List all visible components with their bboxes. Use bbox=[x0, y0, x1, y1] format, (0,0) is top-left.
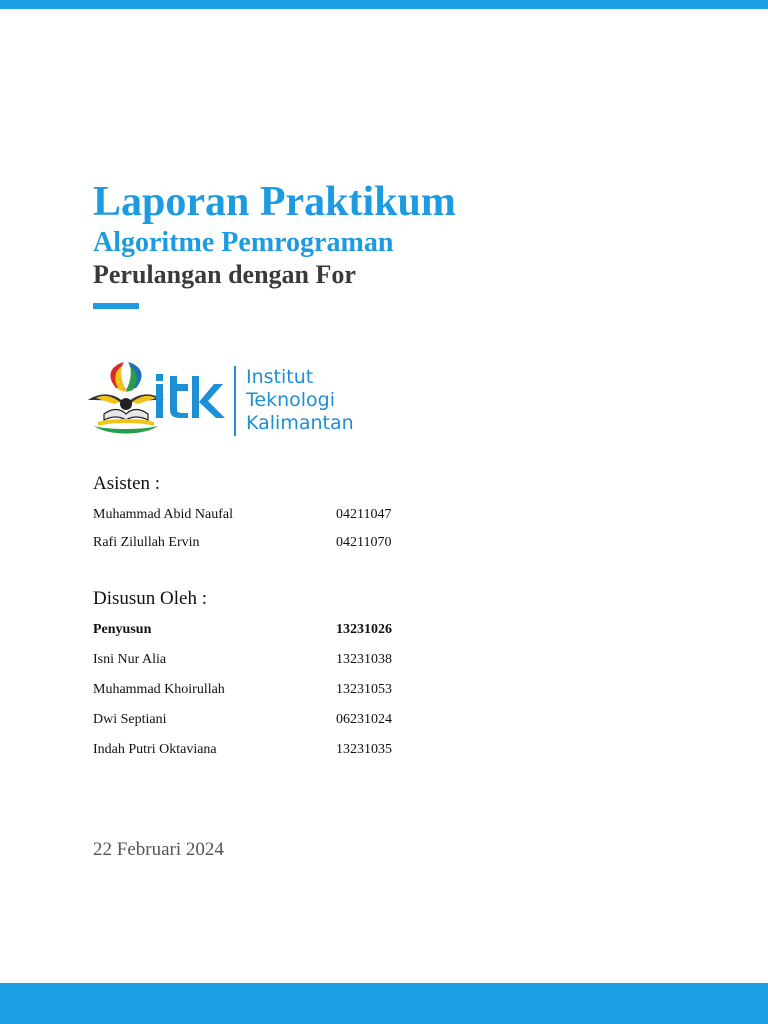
itk-wordmark-icon bbox=[156, 374, 225, 418]
author-nim: 06231024 bbox=[336, 712, 392, 727]
report-title: Laporan Praktikum bbox=[93, 179, 456, 225]
author-heading: Disusun Oleh : bbox=[93, 588, 207, 609]
author-name: Indah Putri Oktaviana bbox=[93, 742, 217, 757]
course-subtitle: Algoritme Pemrograman bbox=[93, 227, 394, 258]
author-name: Muhammad Khoirullah bbox=[93, 682, 225, 697]
assistant-row bbox=[93, 535, 433, 555]
itk-emblem-icon bbox=[88, 362, 164, 434]
author-row bbox=[93, 682, 433, 702]
author-name: Isni Nur Alia bbox=[93, 652, 167, 667]
assistant-row bbox=[93, 507, 433, 527]
report-date: 22 Februari 2024 bbox=[93, 839, 224, 860]
top-color-band bbox=[0, 0, 768, 9]
report-topic: Perulangan dengan For bbox=[93, 260, 356, 289]
author-nim: 13231053 bbox=[336, 682, 392, 697]
assistant-nim: 04211047 bbox=[336, 507, 392, 522]
author-nim: 13231026 bbox=[336, 622, 392, 637]
assistant-name: Rafi Zilullah Ervin bbox=[93, 535, 200, 550]
bottom-color-band bbox=[0, 983, 768, 1024]
author-name: Penyusun bbox=[93, 622, 152, 637]
author-row bbox=[93, 712, 433, 732]
institution-name: Institut Teknologi Kalimantan bbox=[246, 366, 354, 434]
assistant-nim: 04211070 bbox=[336, 535, 392, 550]
logo-divider bbox=[234, 366, 236, 436]
author-row bbox=[93, 742, 433, 762]
author-nim: 13231038 bbox=[336, 652, 392, 667]
author-row bbox=[93, 622, 433, 642]
title-accent-bar bbox=[93, 303, 139, 309]
author-name: Dwi Septiani bbox=[93, 712, 167, 727]
author-row bbox=[93, 652, 433, 672]
assistant-name: Muhammad Abid Naufal bbox=[93, 507, 233, 522]
author-nim: 13231035 bbox=[336, 742, 392, 757]
assistant-heading: Asisten : bbox=[93, 473, 161, 494]
